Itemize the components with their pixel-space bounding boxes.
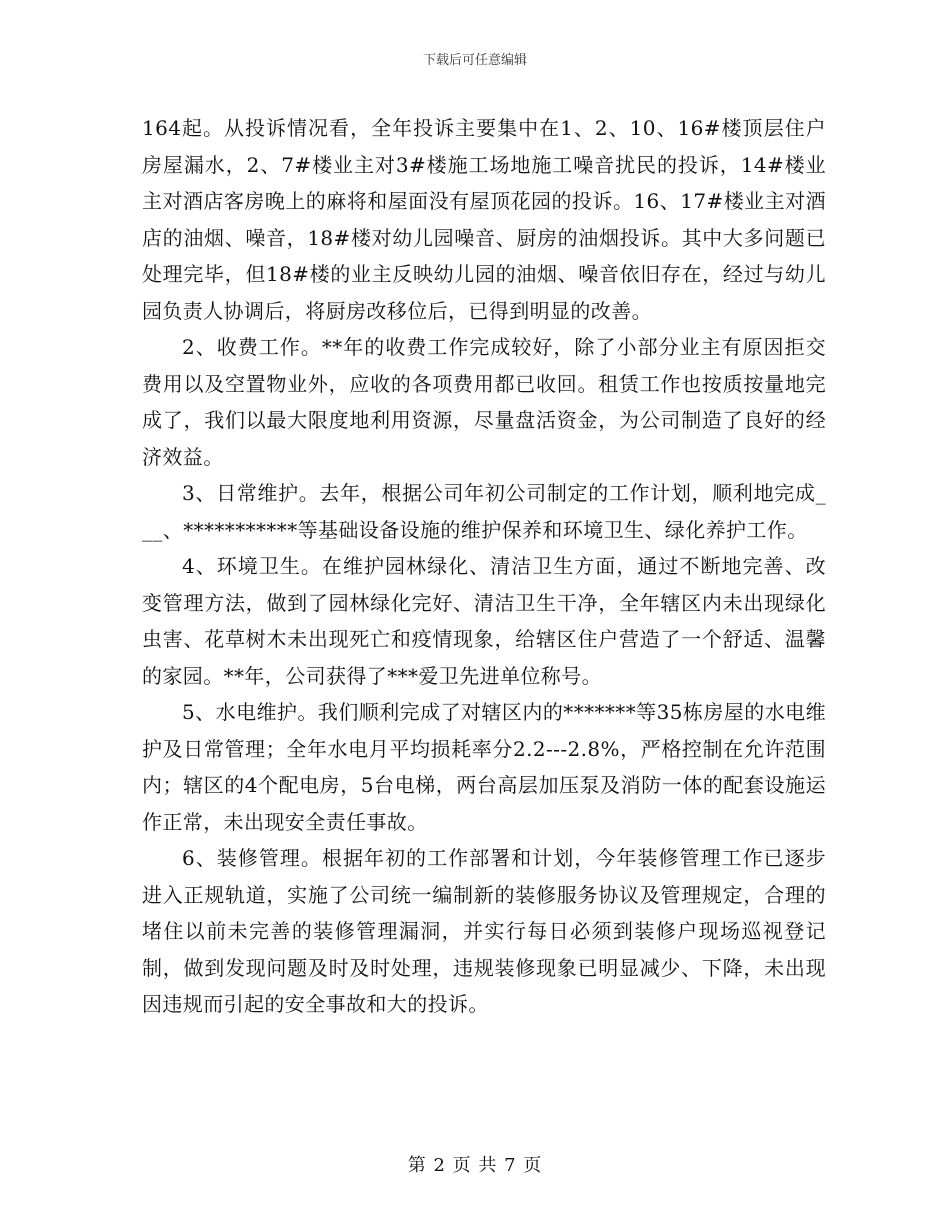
- paragraph-environment-hygiene: 4、环境卫生。在维护园林绿化、清洁卫生方面，通过不断地完善、改变管理方法，做到了园林绿化完好、清洁卫生干净，全年辖区内未出现绿化虫害、花草树木未出现死亡和疫情现象，给辖区住户营造了一个舒适、温馨的家园。**年，公司获得了***爱卫先进单位称号。: [142, 554, 826, 688]
- paragraph-fee-collection: 2、收费工作。**年的收费工作完成较好，除了小部分业主有原因拒交费用以及空置物业外，应收的各项费用都已收回。租赁工作也按质按量地完成了，我们以最大限度地利用资源，尽量盘活资金，为公司制造了良好的经济效益。: [142, 335, 826, 469]
- paragraph-water-electric: 5、水电维护。我们顺利完成了对辖区内的*******等35栋房屋的水电维护及日常管理；全年水电月平均损耗率分2.2---2.8%，严格控制在允许范围内；辖区的4个配电房，5台电梯，两台高层加压泵及消防一体的配套设施运作正常，未出现安全责任事故。: [142, 700, 826, 834]
- page-header-note: 下载后可任意编辑: [422, 53, 527, 68]
- document-body: [142, 110, 826, 1023]
- page-number: 第 2 页 共 7 页: [407, 1155, 543, 1176]
- paragraph-renovation-management: 6、装修管理。根据年初的工作部署和计划，今年装修管理工作已逐步进入正规轨道，实施了公司统一编制新的装修服务协议及管理规定，合理的堵住以前未完善的装修管理漏洞，并实行每日必须到装修户现场巡视登记制，做到发现问题及时及时处理，违规装修现象已明显减少、下降，未出现因违规而引起的安全事故和大的投诉。: [142, 846, 826, 1016]
- paragraph-daily-maintenance: 3、日常维护。去年，根据公司年初公司制定的工作计划，顺利地完成___、***********等基础设备设施的维护保养和环境卫生、绿化养护工作。: [142, 481, 826, 542]
- paragraph-complaints: 164起。从投诉情况看，全年投诉主要集中在1、2、10、16#楼顶层住户房屋漏水，2、7#楼业主对3#楼施工场地施工噪音扰民的投诉，14#楼业主对酒店客房晚上的麻将和屋面没有屋顶花园的投诉。16、17#楼业主对酒店的油烟、噪音，18#楼对幼儿园噪音、厨房的油烟投诉。其中大多问题已处理完毕，但18#楼的业主反映幼儿园的油烟、噪音依旧存在，经过与幼儿园负责人协调后，将厨房改移位后，已得到明显的改善。: [142, 116, 826, 323]
